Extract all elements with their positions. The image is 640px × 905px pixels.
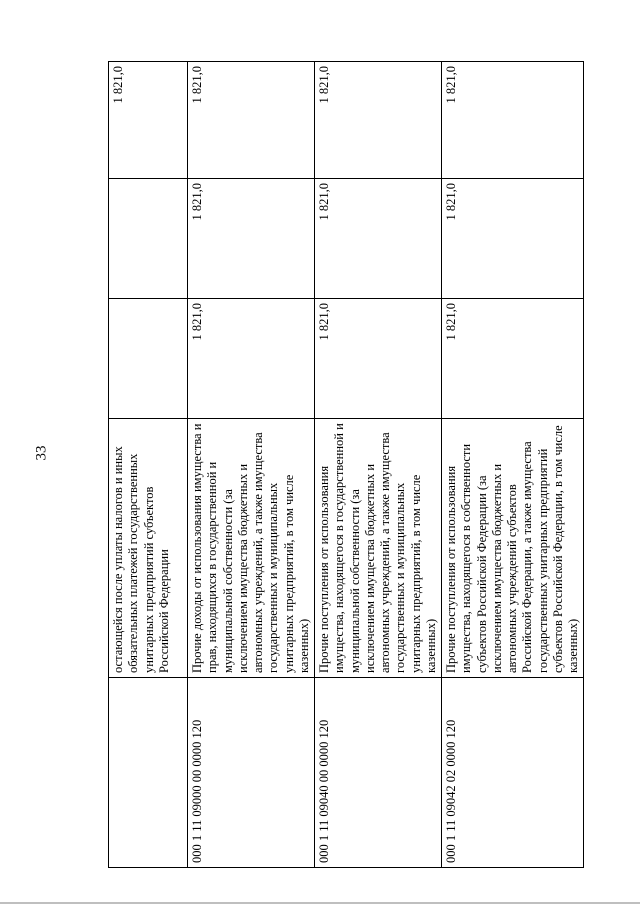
- value-cell-2: 1 821,0: [442, 179, 584, 299]
- page-bottom-divider: [0, 902, 640, 904]
- table-row: [109, 62, 188, 868]
- value-cell-2: 1 821,0: [188, 179, 315, 299]
- value-cell-3: 1 821,0: [442, 62, 584, 179]
- code-cell: 000 1 11 09000 00 0000 120: [188, 678, 315, 868]
- table-row: [442, 62, 584, 868]
- table-row: [188, 62, 315, 868]
- table-container: [108, 62, 578, 868]
- code-cell: 000 1 11 09042 02 0000 120: [442, 678, 584, 868]
- description-cell: остающейся после уплаты налогов и иных обязательных платежей государственных унитарных предприятий субъектов Российской Федерации: [109, 419, 188, 678]
- value-cell-2: 1 821,0: [315, 179, 442, 299]
- value-cell-3: 1 821,0: [315, 62, 442, 179]
- budget-table: [108, 61, 584, 868]
- value-cell-1: 1 821,0: [315, 299, 442, 419]
- value-cell-1: [109, 299, 188, 419]
- description-cell: Прочие доходы от использования имущества и прав, находящихся в государственной и муниципальной собственности (за исключением имущества бюджетных и автономных учреждений, а также имущества государственных и муниципальных унитарных предприятий, в том числе казенных): [188, 419, 315, 678]
- value-cell-1: 1 821,0: [442, 299, 584, 419]
- code-cell: [109, 678, 188, 868]
- page-number: 33: [33, 445, 50, 461]
- description-cell: Прочие поступления от использования имущества, находящегося в государственной и муниципальной собственности (за исключением имущества бюджетных и автономных учреждений, а также имущества государственных и муниципальных унитарных предприятий, в том числе казенных): [315, 419, 442, 678]
- value-cell-3: 1 821,0: [109, 62, 188, 179]
- value-cell-1: 1 821,0: [188, 299, 315, 419]
- description-cell: Прочие поступления от использования имущества, находящегося в собственности субъектов Российской Федерации (за исключением имущества бюджетных и автономных учреждений субъектов Российской Федерации, а также имущества государственных унитарных предприятий субъектов Российской Федерации, в том числе казенных): [442, 419, 584, 678]
- value-cell-3: 1 821,0: [188, 62, 315, 179]
- value-cell-2: [109, 179, 188, 299]
- table-row: [315, 62, 442, 868]
- code-cell: 000 1 11 09040 00 0000 120: [315, 678, 442, 868]
